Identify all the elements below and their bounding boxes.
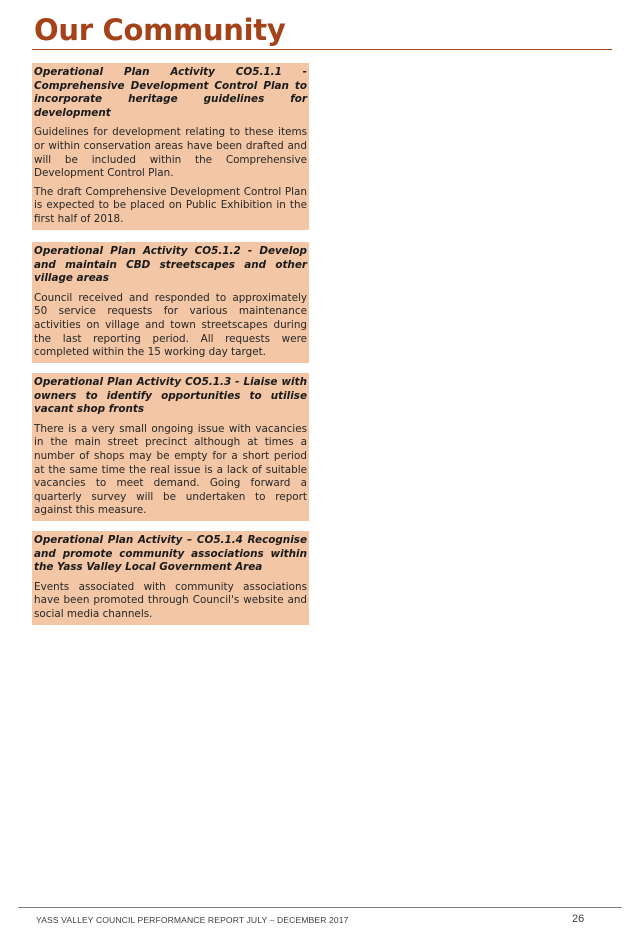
activity-heading: Operational Plan Activity CO5.1.3 - Liaise with owners to identify opportunities to utilise vacant shop fronts [34, 376, 307, 416]
activity-box-co5-1-4 [32, 531, 309, 625]
footer-report-title: YASS VALLEY COUNCIL PERFORMANCE REPORT JULY – DECEMBER 2017 [36, 915, 349, 925]
activity-heading: Operational Plan Activity CO5.1.2 - Develop and maintain CBD streetscapes and other village areas [34, 245, 307, 285]
activity-box-co5-1-1 [32, 63, 309, 230]
footer-divider [18, 907, 622, 908]
activity-heading: Operational Plan Activity CO5.1.1 - Comprehensive Development Control Plan to incorporate heritage guidelines for development [34, 66, 307, 119]
activity-paragraph: There is a very small ongoing issue with vacancies in the main street precinct although at times a number of shops may be empty for a short period at the same time the real issue is a lack of suitable vacancies to meet demand. Going forward a quarterly survey will be undertaken to report against this measure. [34, 422, 307, 517]
activity-paragraph: The draft Comprehensive Development Control Plan is expected to be placed on Public Exhibition in the first half of 2018. [34, 185, 307, 225]
page-title: Our Community [34, 13, 286, 47]
activity-box-co5-1-2 [32, 242, 309, 363]
activity-box-co5-1-3 [32, 373, 309, 521]
title-divider [32, 49, 612, 50]
activity-heading: Operational Plan Activity – CO5.1.4 Recognise and promote community associations within the Yass Valley Local Government Area [34, 534, 307, 574]
activity-paragraph: Guidelines for development relating to these items or within conservation areas have been drafted and will be included within the Comprehensive Development Control Plan. [34, 126, 307, 180]
page-number: 26 [572, 913, 585, 925]
activity-paragraph: Council received and responded to approximately 50 service requests for various maintenance activities on village and town streetscapes during the last reporting period. All requests were completed within the 15 working day target. [34, 291, 307, 359]
activity-paragraph: Events associated with community associations have been promoted through Council's website and social media channels. [34, 580, 307, 620]
